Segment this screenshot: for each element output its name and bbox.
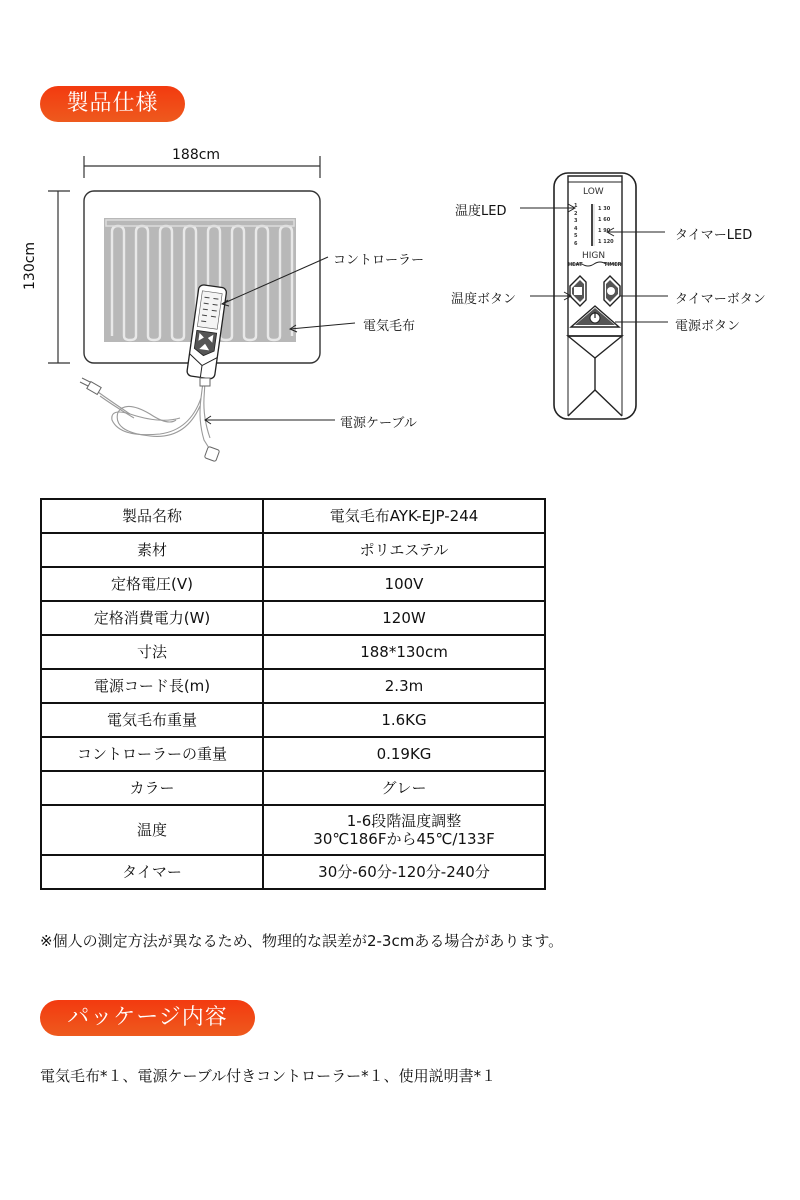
height-dimension-label: 130cm	[22, 241, 38, 290]
timer-led-callout: タイマーLED	[675, 228, 753, 243]
package-contents: 電気毛布*１、電源ケーブル付きコントローラー*１、使用説明書*１	[40, 1067, 497, 1085]
spec-key: 温度	[41, 805, 263, 855]
remote-low-label: LOW	[583, 187, 604, 197]
table-row	[41, 601, 545, 635]
spec-section-title: 製品仕様	[40, 86, 185, 122]
remote-timer-label: TIMER	[604, 262, 622, 268]
spec-key: 電気毛布重量	[41, 703, 263, 737]
spec-value: 0.19KG	[263, 737, 545, 771]
temp-button-callout: 温度ボタン	[451, 292, 517, 307]
table-row	[41, 567, 545, 601]
spec-key: カラー	[41, 771, 263, 805]
spec-value-line: 1-6段階温度調整	[346, 812, 462, 830]
spec-value: 1.6KG	[263, 703, 545, 737]
measurement-note: ※個人の測定方法が異なるため、物理的な誤差が2-3cmある場合があります。	[40, 932, 564, 950]
spec-key: 定格消費電力(W)	[41, 601, 263, 635]
table-row	[41, 635, 545, 669]
spec-key: コントローラーの重量	[41, 737, 263, 771]
table-row	[41, 703, 545, 737]
spec-value	[263, 805, 545, 855]
timer-led-column: 1 30 1 60 1 90 1 120	[598, 206, 614, 245]
table-row	[41, 499, 545, 533]
spec-key: 製品名称	[41, 499, 263, 533]
table-row	[41, 771, 545, 805]
spec-value-line: 30℃186Fから45℃/133F	[313, 830, 495, 848]
power-cable-callout: 電源ケーブル	[340, 416, 417, 431]
controller-callout: コントローラー	[333, 253, 425, 268]
temp-led-callout: 温度LED	[455, 204, 507, 219]
spec-value: グレー	[263, 771, 545, 805]
table-row	[41, 669, 545, 703]
spec-key: タイマー	[41, 855, 263, 889]
table-row	[41, 805, 545, 855]
table-row	[41, 737, 545, 771]
table-row	[41, 855, 545, 889]
spec-key: 寸法	[41, 635, 263, 669]
spec-value: 電気毛布AYK-EJP-244	[263, 499, 545, 533]
spec-key: 定格電圧(V)	[41, 567, 263, 601]
spec-key: 電源コード長(m)	[41, 669, 263, 703]
spec-value: 2.3m	[263, 669, 545, 703]
spec-value: 100V	[263, 567, 545, 601]
spec-value: 30分-60分-120分-240分	[263, 855, 545, 889]
spec-table	[40, 498, 546, 890]
width-dimension-label: 188cm	[172, 147, 221, 163]
spec-value: 188*130cm	[263, 635, 545, 669]
blanket-callout: 電気毛布	[363, 319, 416, 334]
spec-value: 120W	[263, 601, 545, 635]
spec-key: 素材	[41, 533, 263, 567]
spec-value: ポリエステル	[263, 533, 545, 567]
temp-led-column: 1 2 3 4 5 6	[574, 203, 578, 247]
power-button-callout: 電源ボタン	[675, 319, 741, 334]
package-section-title: パッケージ内容	[40, 1000, 255, 1036]
remote-high-label: HIGN	[582, 251, 606, 261]
timer-button-callout: タイマーボタン	[675, 292, 766, 307]
table-row	[41, 533, 545, 567]
remote-heat-label: HEAT	[568, 262, 583, 268]
